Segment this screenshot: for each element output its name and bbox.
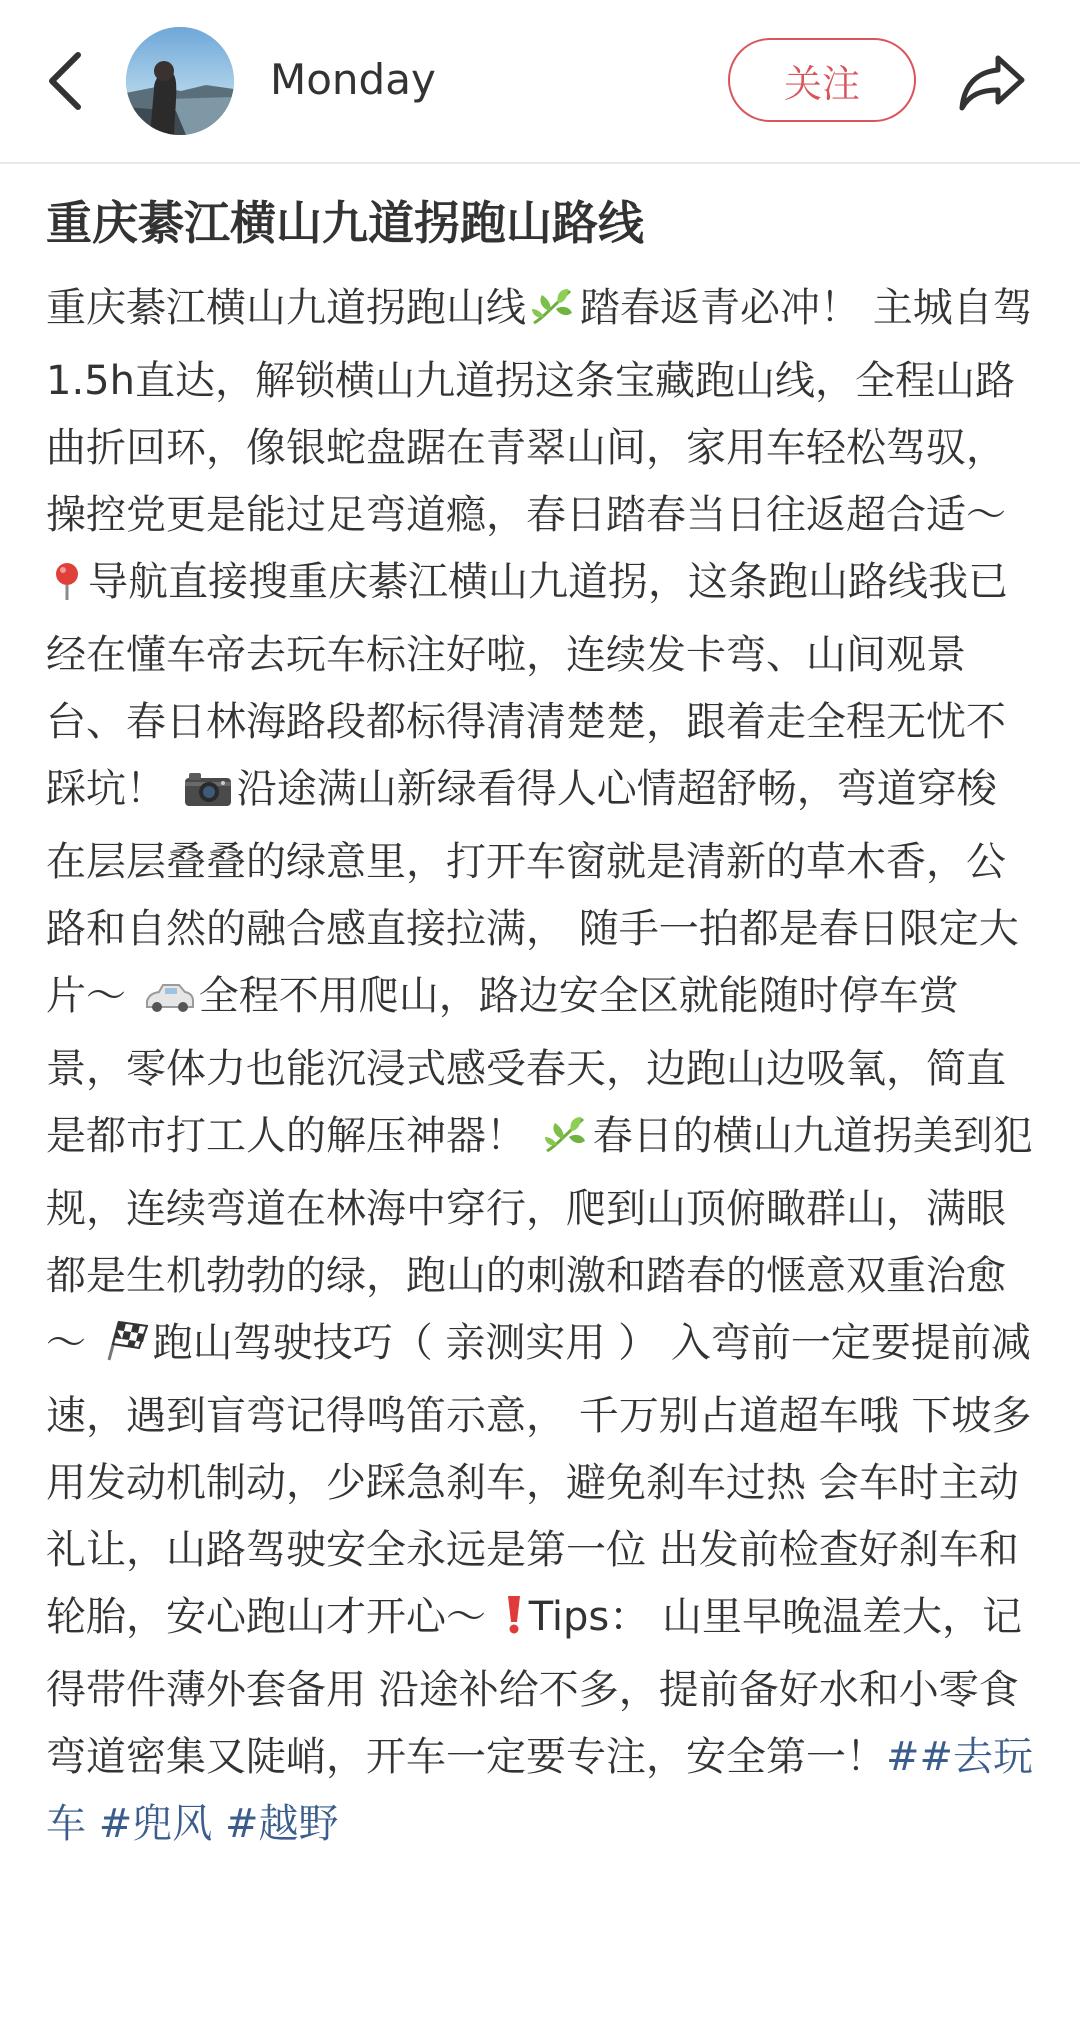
avatar-photo (126, 27, 234, 135)
herb-icon (530, 281, 576, 348)
share-button[interactable] (956, 46, 1028, 118)
top-navigation-bar (0, 0, 1080, 164)
back-button[interactable] (36, 46, 92, 116)
body-text-segment: Tips： 山里早晚温差大，记得带件薄外套备用 沿途补给不多，提前备好水和小零食 弯道密集又陡峭，开车一定要专注，安全第一！ (46, 1594, 1032, 1780)
body-text-segment: 跑山驾驶技巧（ 亲测实用 ） 入弯前一定要提前减速，遇到盲弯记得鸣笛示意， 千万别占道超车哦 下坡多用发动机制动，少踩急刹车，避免刹车过热 会车时主动礼让，山路驾驶安全永远是第一位 出发前检查好刹车和轮胎，安心跑山才开心～ (46, 1320, 1032, 1640)
round-pushpin-icon (50, 555, 84, 622)
body-text-segment: 重庆綦江横山九道拐跑山线 (46, 285, 526, 331)
exclamation-mark-icon (503, 1590, 525, 1657)
body-text-segment: 春日的横山九道拐美到犯规，连续弯道在林海中穿行，爬到山顶俯瞰群山，满眼都是生机勃勃的绿，跑山的刺激和踏春的惬意双重治愈～ (46, 1113, 1033, 1366)
post-title: 重庆綦江横山九道拐跑山路线 (46, 196, 644, 250)
body-text-segment: 沿途满山新绿看得人心情超舒畅，弯道穿梭在层层叠叠的绿意里，打开车窗就是清新的草木香，公路和自然的融合感直接拉满， 随手一拍都是春日限定大片～ (46, 766, 1019, 1019)
avatar[interactable] (126, 27, 234, 135)
camera-icon (183, 762, 233, 829)
username[interactable]: Monday (270, 55, 436, 104)
body-text-segment: 全程不用爬山，路边安全区就能随时停车赏景，零体力也能沉浸式感受春天，边跑山边吸氧，简直是都市打工人的解压神器！ (46, 973, 1006, 1159)
chevron-left-icon (44, 49, 84, 113)
body-text-segment: 踏春返青必冲！ 主城自驾1.5h直达，解锁横山九道拐这条宝藏跑山线，全程山路曲折回环，像银蛇盘踞在青翠山间，家用车轻松驾驭，操控党更是能过足弯道瘾，春日踏春当日往返超合适～ (46, 285, 1033, 538)
body-text-segment: 导航直接搜重庆綦江横山九道拐，这条跑山路线我已经在懂车帝去玩车标注好啦，连续发卡弯、山间观景台、春日林海路段都标得清清楚楚，跟着走全程无忧不踩坑！ (46, 559, 1008, 812)
herb-icon (543, 1109, 589, 1176)
share-arrow-icon (958, 52, 1026, 112)
hashtag-link[interactable]: ##去玩车 (46, 1734, 1034, 1847)
checkered-flag-icon (103, 1316, 149, 1383)
car-icon (143, 969, 195, 1036)
hashtag-link[interactable]: #兜风 (98, 1801, 213, 1847)
hashtag-link[interactable]: #越野 (224, 1801, 339, 1847)
post-body (46, 275, 1036, 1858)
follow-button[interactable]: 关注 (728, 38, 916, 122)
